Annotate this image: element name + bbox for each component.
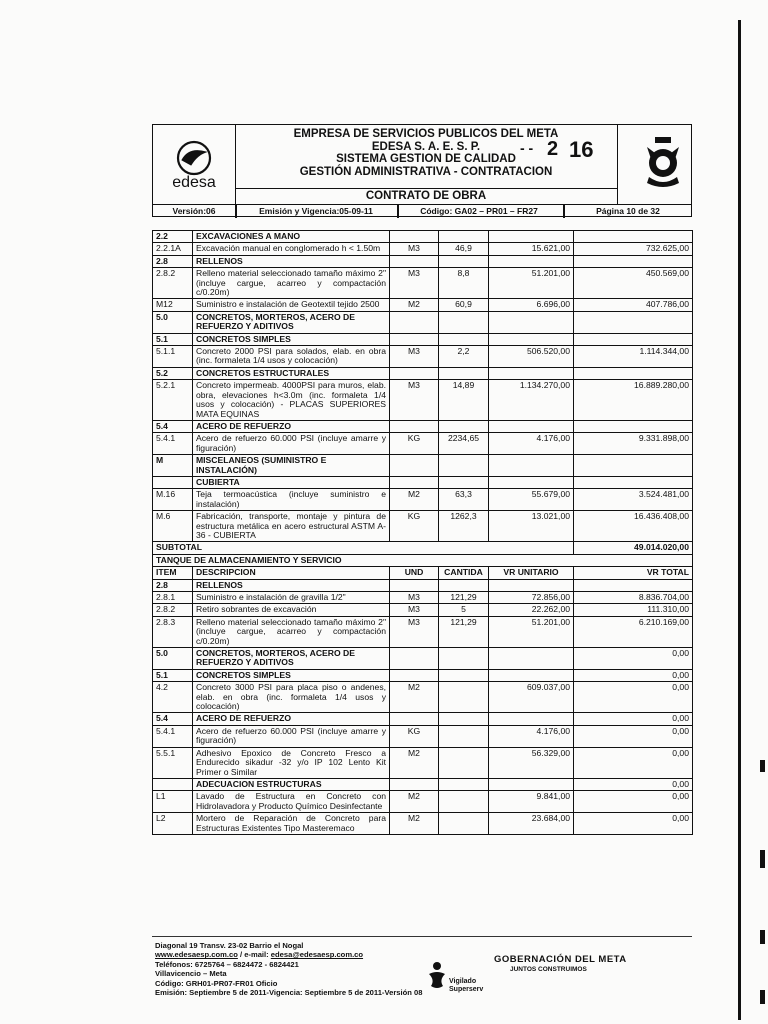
table-row bbox=[153, 255, 693, 267]
subtotal-value: 49.014.020,00 bbox=[574, 542, 693, 554]
item-code-cell: 2.8.3 bbox=[153, 616, 193, 647]
scan-edge-line bbox=[738, 20, 741, 1020]
column-header-quantity: CANTIDA bbox=[439, 567, 489, 579]
gobernacion-logo-text: GOBERNACIÓN DEL META bbox=[494, 954, 627, 965]
footer-divider bbox=[152, 936, 692, 937]
unit-cell: M3 bbox=[390, 592, 439, 604]
description-cell: Excavación manual en conglomerado h < 1.50m bbox=[193, 243, 390, 255]
subtotal-row bbox=[153, 542, 693, 554]
quantity-cell bbox=[439, 367, 489, 379]
table-row bbox=[153, 489, 693, 511]
description-cell: ADECUACION ESTRUCTURAS bbox=[193, 778, 390, 790]
quantity-cell: 63,3 bbox=[439, 489, 489, 511]
description-cell: Acero de refuerzo 60.000 PSI (incluye amarre y figuración) bbox=[193, 725, 390, 747]
footer-form-code: Código: GRH01-PR07-FR01 Oficio bbox=[155, 978, 278, 988]
quantity-cell bbox=[439, 231, 489, 243]
quantity-cell bbox=[439, 747, 489, 778]
item-code-cell bbox=[153, 778, 193, 790]
description-cell: RELLENOS bbox=[193, 579, 390, 591]
item-code-cell bbox=[153, 476, 193, 488]
total-price-cell: 9.331.898,00 bbox=[574, 433, 693, 455]
description-cell: Mortero de Reparación de Concreto para Estructuras Existentes Tipo Masteremaco bbox=[193, 813, 390, 835]
table-row bbox=[153, 455, 693, 477]
table-row bbox=[153, 592, 693, 604]
unit-price-cell bbox=[489, 476, 574, 488]
description-cell: Retiro sobrantes de excavación bbox=[193, 604, 390, 616]
unit-price-cell bbox=[489, 669, 574, 681]
column-header-total: VR TOTAL bbox=[574, 567, 693, 579]
table-row bbox=[153, 268, 693, 299]
unit-cell: KG bbox=[390, 511, 439, 542]
unit-price-cell bbox=[489, 713, 574, 725]
total-price-cell bbox=[574, 231, 693, 243]
description-cell: CONCRETOS SIMPLES bbox=[193, 669, 390, 681]
table-row bbox=[153, 243, 693, 255]
unit-price-cell: 609.037,00 bbox=[489, 682, 574, 713]
description-cell: MISCELANEOS (SUMINISTRO E INSTALACIÓN) bbox=[193, 455, 390, 477]
item-code-cell: 2.8.2 bbox=[153, 604, 193, 616]
item-code-cell: 5.4 bbox=[153, 420, 193, 432]
unit-cell: M2 bbox=[390, 299, 439, 311]
unit-price-cell bbox=[489, 367, 574, 379]
total-price-cell: 450.569,00 bbox=[574, 268, 693, 299]
quantity-cell bbox=[439, 778, 489, 790]
column-header-item: ITEM bbox=[153, 567, 193, 579]
description-cell: ACERO DE REFUERZO bbox=[193, 713, 390, 725]
column-header-row bbox=[153, 567, 693, 579]
item-code-cell: 2.2.1A bbox=[153, 243, 193, 255]
table-row bbox=[153, 311, 693, 333]
description-cell: Adhesivo Epoxico de Concreto Fresco a Endurecido sikadur -32 y/o IP 102 Lento Kit Primer o Similar bbox=[193, 747, 390, 778]
footer-email-link[interactable]: edesa@edesaesp.com.co bbox=[270, 950, 364, 960]
description-cell: CUBIERTA bbox=[193, 476, 390, 488]
unit-cell bbox=[390, 255, 439, 267]
unit-cell: M3 bbox=[390, 268, 439, 299]
total-price-cell: 407.786,00 bbox=[574, 299, 693, 311]
table-row bbox=[153, 346, 693, 368]
description-cell: Suministro e instalación de gravilla 1/2" bbox=[193, 592, 390, 604]
footer-contact bbox=[155, 950, 422, 959]
item-code-cell: 5.4.1 bbox=[153, 725, 193, 747]
total-price-cell: 6.210.169,00 bbox=[574, 616, 693, 647]
item-code-cell: L1 bbox=[153, 791, 193, 813]
quantity-cell bbox=[439, 791, 489, 813]
table-row bbox=[153, 333, 693, 345]
table-row bbox=[153, 511, 693, 542]
superservicios-logo-icon bbox=[425, 960, 449, 1000]
unit-price-cell: 4.176,00 bbox=[489, 433, 574, 455]
item-code-cell: 5.0 bbox=[153, 311, 193, 333]
unit-price-cell: 506.520,00 bbox=[489, 346, 574, 368]
total-price-cell: 0,00 bbox=[574, 669, 693, 681]
quantity-cell: 46,9 bbox=[439, 243, 489, 255]
item-code-cell: 2.8 bbox=[153, 579, 193, 591]
handwritten-stamp: 2 bbox=[547, 138, 560, 160]
description-cell: Concreto 3000 PSI para placa piso o andenes, elab. en obra (inc. formaleta 1/4 usos y colocación) bbox=[193, 682, 390, 713]
description-cell: CONCRETOS ESTRUCTURALES bbox=[193, 367, 390, 379]
quantity-cell bbox=[439, 813, 489, 835]
handwritten-page-number: 16 bbox=[569, 137, 594, 162]
emission-label: Emisión y Vigencia:05-09-11 bbox=[259, 206, 373, 216]
quantity-cell: 8,8 bbox=[439, 268, 489, 299]
unit-cell: KG bbox=[390, 725, 439, 747]
total-price-cell bbox=[574, 311, 693, 333]
item-code-cell: 5.5.1 bbox=[153, 747, 193, 778]
document-header bbox=[152, 124, 692, 217]
description-cell: Suministro e instalación de Geotextil tejido 2500 bbox=[193, 299, 390, 311]
description-cell: Fabricación, transporte, montaje y pintura de estructura metálica en acero estructural ASTM A-36 - CUBIERTA bbox=[193, 511, 390, 542]
unit-price-cell bbox=[489, 420, 574, 432]
item-code-cell: 5.0 bbox=[153, 648, 193, 670]
unit-price-cell bbox=[489, 311, 574, 333]
table-row bbox=[153, 579, 693, 591]
table-row bbox=[153, 420, 693, 432]
total-price-cell bbox=[574, 255, 693, 267]
footer-address: Diagonal 19 Transv. 23-02 Barrio el Nogal bbox=[155, 941, 304, 950]
quantity-cell bbox=[439, 255, 489, 267]
item-code-cell: M bbox=[153, 455, 193, 477]
quantity-cell: 2,2 bbox=[439, 346, 489, 368]
table-row bbox=[153, 813, 693, 835]
unit-price-cell: 13.021,00 bbox=[489, 511, 574, 542]
scan-edge-mark bbox=[760, 850, 765, 868]
table-row bbox=[153, 725, 693, 747]
unit-cell: KG bbox=[390, 433, 439, 455]
area-name: GESTIÓN ADMINISTRATIVA - CONTRATACION bbox=[299, 165, 553, 178]
unit-price-cell: 9.841,00 bbox=[489, 791, 574, 813]
unit-cell: M3 bbox=[390, 616, 439, 647]
table-row bbox=[153, 713, 693, 725]
unit-cell: M2 bbox=[390, 813, 439, 835]
table-row bbox=[153, 669, 693, 681]
total-price-cell: 0,00 bbox=[574, 747, 693, 778]
quantity-cell: 1262,3 bbox=[439, 511, 489, 542]
quantity-cell bbox=[439, 579, 489, 591]
unit-cell: M3 bbox=[390, 380, 439, 421]
footer-phones: Teléfonos: 6725764 – 6824472 - 6824421 bbox=[155, 959, 299, 969]
column-header-description: DESCRIPCION bbox=[193, 567, 390, 579]
footer-email-label: / e-mail: bbox=[237, 950, 271, 960]
footer-info bbox=[155, 941, 422, 997]
table-row bbox=[153, 231, 693, 243]
unit-cell bbox=[390, 455, 439, 477]
unit-price-cell: 51.201,00 bbox=[489, 616, 574, 647]
item-code-cell: M.6 bbox=[153, 511, 193, 542]
total-price-cell: 0,00 bbox=[574, 682, 693, 713]
unit-cell: M3 bbox=[390, 243, 439, 255]
unit-cell bbox=[390, 311, 439, 333]
total-price-cell bbox=[574, 476, 693, 488]
column-header-unit-price: VR UNITARIO bbox=[489, 567, 574, 579]
description-cell: ACERO DE REFUERZO bbox=[193, 420, 390, 432]
description-cell: Teja termoacústica (incluye suministro e instalación) bbox=[193, 489, 390, 511]
total-price-cell: 16.889.280,00 bbox=[574, 380, 693, 421]
quantity-cell bbox=[439, 682, 489, 713]
total-price-cell: 16.436.408,00 bbox=[574, 511, 693, 542]
total-price-cell bbox=[574, 333, 693, 345]
description-cell: Lavado de Estructura en Concreto con Hidrolavadora y Producto Químico Desinfectante bbox=[193, 791, 390, 813]
quantity-cell bbox=[439, 725, 489, 747]
total-price-cell: 3.524.481,00 bbox=[574, 489, 693, 511]
unit-price-cell bbox=[489, 455, 574, 477]
unit-price-cell bbox=[489, 579, 574, 591]
quantity-cell: 121,29 bbox=[439, 592, 489, 604]
subtotal-label: SUBTOTAL bbox=[153, 542, 574, 554]
unit-price-cell: 6.696,00 bbox=[489, 299, 574, 311]
unit-cell bbox=[390, 579, 439, 591]
unit-cell bbox=[390, 476, 439, 488]
table-row bbox=[153, 299, 693, 311]
item-code-cell: M.16 bbox=[153, 489, 193, 511]
table-row bbox=[153, 616, 693, 647]
total-price-cell: 0,00 bbox=[574, 648, 693, 670]
description-cell: Relleno material seleccionado tamaño máximo 2" (incluye cargue, acarreo y compactación c/0.20m) bbox=[193, 268, 390, 299]
unit-cell: M2 bbox=[390, 682, 439, 713]
unit-cell bbox=[390, 778, 439, 790]
table-row bbox=[153, 380, 693, 421]
header-titles bbox=[235, 125, 618, 204]
superserv-label: Superserv bbox=[449, 986, 484, 993]
unit-cell bbox=[390, 231, 439, 243]
gobernacion-slogan: JUNTOS CONSTRUIMOS bbox=[510, 966, 587, 973]
description-cell: Concreto 2000 PSI para solados, elab. en obra (inc. formaleta 1/4 usos y colocación) bbox=[193, 346, 390, 368]
page-label: Página 10 de 32 bbox=[596, 206, 660, 216]
table-row bbox=[153, 682, 693, 713]
quantity-cell: 60,9 bbox=[439, 299, 489, 311]
section-title-row bbox=[153, 554, 693, 566]
item-code-cell: 5.2.1 bbox=[153, 380, 193, 421]
total-price-cell: 8.836.704,00 bbox=[574, 592, 693, 604]
item-code-cell: 2.8.1 bbox=[153, 592, 193, 604]
unit-cell: M3 bbox=[390, 604, 439, 616]
quantity-cell bbox=[439, 420, 489, 432]
unit-price-cell: 4.176,00 bbox=[489, 725, 574, 747]
code-label: Código: GA02 – PR01 – FR27 bbox=[420, 206, 538, 216]
item-code-cell: 2.2 bbox=[153, 231, 193, 243]
item-code-cell: 2.8 bbox=[153, 255, 193, 267]
quantity-cell bbox=[439, 669, 489, 681]
total-price-cell: 0,00 bbox=[574, 713, 693, 725]
quantity-cell: 2234,65 bbox=[439, 433, 489, 455]
total-price-cell: 111.310,00 bbox=[574, 604, 693, 616]
version-label: Versión:06 bbox=[172, 206, 216, 216]
unit-price-cell: 51.201,00 bbox=[489, 268, 574, 299]
table-row bbox=[153, 476, 693, 488]
quantity-cell bbox=[439, 476, 489, 488]
unit-price-cell bbox=[489, 231, 574, 243]
vigilado-label: Vigilado bbox=[449, 978, 477, 985]
table-row bbox=[153, 778, 693, 790]
footer-city: Villavicencio – Meta bbox=[155, 969, 227, 979]
table-row bbox=[153, 648, 693, 670]
item-code-cell: 2.8.2 bbox=[153, 268, 193, 299]
total-price-cell bbox=[574, 579, 693, 591]
description-cell: RELLENOS bbox=[193, 255, 390, 267]
unit-cell: M2 bbox=[390, 489, 439, 511]
description-cell: Relleno material seleccionado tamaño máximo 2" (incluye cargue, acarreo y compactación c/0.20m) bbox=[193, 616, 390, 647]
item-code-cell: 5.1.1 bbox=[153, 346, 193, 368]
item-code-cell: 4.2 bbox=[153, 682, 193, 713]
table-row bbox=[153, 791, 693, 813]
item-code-cell: 5.1 bbox=[153, 669, 193, 681]
description-cell: CONCRETOS, MORTEROS, ACERO DE REFUERZO Y ADITIVOS bbox=[193, 648, 390, 670]
unit-price-cell: 72.856,00 bbox=[489, 592, 574, 604]
item-code-cell: 5.1 bbox=[153, 333, 193, 345]
quantity-cell: 121,29 bbox=[439, 616, 489, 647]
total-price-cell: 0,00 bbox=[574, 778, 693, 790]
description-cell: Concreto impermeab. 4000PSI para muros, elab. obra, elevaciones h<3.0m (inc. formaleta 1/4 usos y colocación) - PLACAS SUPERIORES MATA EQUINAS bbox=[193, 380, 390, 421]
meta-coat-of-arms bbox=[617, 125, 692, 204]
total-price-cell: 0,00 bbox=[574, 813, 693, 835]
company-name: EMPRESA DE SERVICIOS PUBLICOS DEL META bbox=[293, 128, 559, 140]
footer-web-link[interactable]: www.edesaesp.com.co bbox=[155, 950, 238, 960]
quantity-cell bbox=[439, 311, 489, 333]
scan-edge-mark bbox=[760, 990, 765, 1004]
description-cell: Acero de refuerzo 60.000 PSI (incluye amarre y figuración) bbox=[193, 433, 390, 455]
edesa-logo bbox=[153, 125, 236, 204]
quantity-cell: 14,89 bbox=[439, 380, 489, 421]
unit-cell bbox=[390, 713, 439, 725]
unit-cell bbox=[390, 420, 439, 432]
table-row bbox=[153, 367, 693, 379]
unit-price-cell: 23.684,00 bbox=[489, 813, 574, 835]
table-row bbox=[153, 747, 693, 778]
item-code-cell: M12 bbox=[153, 299, 193, 311]
unit-price-cell bbox=[489, 255, 574, 267]
unit-cell bbox=[390, 648, 439, 670]
quantity-cell: 5 bbox=[439, 604, 489, 616]
unit-price-cell bbox=[489, 648, 574, 670]
section-title: TANQUE DE ALMACENAMIENTO Y SERVICIO bbox=[153, 554, 693, 566]
table-row bbox=[153, 604, 693, 616]
system-name: SISTEMA GESTION DE CALIDAD bbox=[336, 153, 516, 166]
unit-price-cell: 55.679,00 bbox=[489, 489, 574, 511]
vigilado-text bbox=[449, 978, 483, 994]
unit-cell: M2 bbox=[390, 747, 439, 778]
unit-price-cell: 22.262,00 bbox=[489, 604, 574, 616]
quantity-cell bbox=[439, 713, 489, 725]
unit-price-cell: 15.621,00 bbox=[489, 243, 574, 255]
quantity-cell bbox=[439, 333, 489, 345]
description-cell: CONCRETOS, MORTEROS, ACERO DE REFUERZO Y ADITIVOS bbox=[193, 311, 390, 333]
budget-table bbox=[152, 230, 693, 835]
item-code-cell: L2 bbox=[153, 813, 193, 835]
unit-price-cell bbox=[489, 778, 574, 790]
description-cell: EXCAVACIONES A MANO bbox=[193, 231, 390, 243]
total-price-cell bbox=[574, 367, 693, 379]
total-price-cell: 0,00 bbox=[574, 725, 693, 747]
logo-text: edesa bbox=[172, 174, 216, 191]
quantity-cell bbox=[439, 648, 489, 670]
total-price-cell: 732.625,00 bbox=[574, 243, 693, 255]
unit-cell bbox=[390, 367, 439, 379]
item-code-cell: 5.2 bbox=[153, 367, 193, 379]
quantity-cell bbox=[439, 455, 489, 477]
scan-edge-mark bbox=[760, 930, 765, 944]
total-price-cell bbox=[574, 420, 693, 432]
item-code-cell: 5.4 bbox=[153, 713, 193, 725]
unit-price-cell: 1.134.270,00 bbox=[489, 380, 574, 421]
unit-cell: M3 bbox=[390, 346, 439, 368]
scan-edge-mark bbox=[760, 760, 765, 772]
footer-emission: Emisión: Septiembre 5 de 2011-Vigencia: Septiembre 5 de 2011-Versión 08 bbox=[155, 988, 423, 998]
item-code-cell: 5.4.1 bbox=[153, 433, 193, 455]
unit-cell bbox=[390, 333, 439, 345]
table-row bbox=[153, 433, 693, 455]
description-cell: CONCRETOS SIMPLES bbox=[193, 333, 390, 345]
total-price-cell bbox=[574, 455, 693, 477]
unit-price-cell: 56.329,00 bbox=[489, 747, 574, 778]
total-price-cell: 1.114.344,00 bbox=[574, 346, 693, 368]
column-header-unit: UND bbox=[390, 567, 439, 579]
unit-cell bbox=[390, 669, 439, 681]
unit-price-cell bbox=[489, 333, 574, 345]
unit-cell: M2 bbox=[390, 791, 439, 813]
handwritten-dashes: ‑ ‑ bbox=[520, 140, 534, 156]
total-price-cell: 0,00 bbox=[574, 791, 693, 813]
doc-title: CONTRATO DE OBRA bbox=[235, 188, 617, 205]
company-short: EDESA S. A. E. S. P. bbox=[371, 140, 481, 153]
header-meta-bar bbox=[153, 204, 691, 218]
